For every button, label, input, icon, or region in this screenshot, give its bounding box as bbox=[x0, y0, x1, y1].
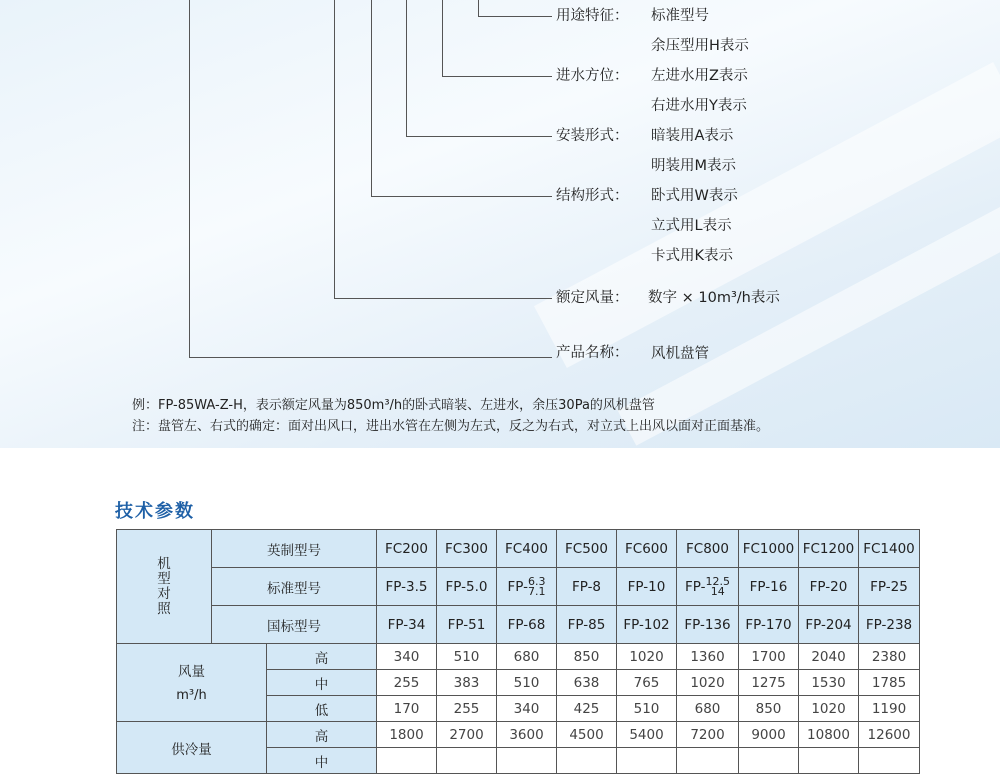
group-label-char: 机 bbox=[157, 555, 171, 572]
table-cell: FP-204 bbox=[799, 606, 859, 644]
table-cell: FC300 bbox=[437, 530, 497, 568]
table-cell: 1530 bbox=[799, 670, 859, 696]
connector-line bbox=[442, 76, 552, 77]
table-cell: 3600 bbox=[497, 722, 557, 748]
table-cell: 340 bbox=[497, 696, 557, 722]
fraction-top: 6.3 bbox=[527, 574, 546, 588]
table-cell: 340 bbox=[377, 644, 437, 670]
table-cell: 680 bbox=[677, 696, 739, 722]
table-cell: 5400 bbox=[617, 722, 677, 748]
fraction-top: 12.5 bbox=[705, 574, 730, 588]
branch-value: 立式用L表示 bbox=[651, 218, 732, 234]
table-cell: 638 bbox=[557, 670, 617, 696]
table-cell: 12600 bbox=[859, 722, 920, 748]
branch-value: 风机盘管 bbox=[651, 346, 709, 362]
table-cell bbox=[799, 748, 859, 774]
branch-label-structure: 结构形式： bbox=[556, 188, 629, 204]
fraction-bottom: 7.1 bbox=[527, 584, 546, 598]
level-label: 中 bbox=[267, 748, 377, 774]
table-cell: FC200 bbox=[377, 530, 437, 568]
table-row bbox=[117, 644, 920, 670]
table-cell: FP-8 bbox=[557, 568, 617, 606]
airflow-unit: m³/h bbox=[176, 687, 207, 703]
row-label: 标准型号 bbox=[212, 568, 377, 606]
level-label: 高 bbox=[267, 722, 377, 748]
table-cell: FP-51 bbox=[437, 606, 497, 644]
table-cell bbox=[377, 748, 437, 774]
table-cell: 425 bbox=[557, 696, 617, 722]
group-label-cooling bbox=[117, 722, 267, 774]
table-cell: 1700 bbox=[739, 644, 799, 670]
table-cell: FC600 bbox=[617, 530, 677, 568]
table-cell: 383 bbox=[437, 670, 497, 696]
connector-line bbox=[189, 357, 552, 358]
table-cell bbox=[557, 748, 617, 774]
table-cell bbox=[437, 748, 497, 774]
branch-label-inlet: 进水方位： bbox=[556, 68, 629, 84]
table-cell: 2700 bbox=[437, 722, 497, 748]
table-cell: 510 bbox=[497, 670, 557, 696]
level-label: 中 bbox=[267, 670, 377, 696]
branch-value: 卧式用W表示 bbox=[651, 188, 738, 204]
remark-note: 注：盘管左、右式的确定：面对出风口，进出水管在左侧为左式，反之为右式，对立式上出风以面对正面基准。 bbox=[132, 419, 770, 434]
table-cell: 4500 bbox=[557, 722, 617, 748]
section-title: 技术参数 bbox=[115, 501, 195, 522]
connector-line bbox=[371, 196, 552, 197]
table-cell bbox=[739, 748, 799, 774]
table-cell: FP-68 bbox=[497, 606, 557, 644]
connector-line bbox=[189, 0, 190, 357]
table-cell: 1020 bbox=[799, 696, 859, 722]
table-cell: 10800 bbox=[799, 722, 859, 748]
connector-line bbox=[406, 0, 407, 136]
table-cell: 1275 bbox=[739, 670, 799, 696]
table-cell: 850 bbox=[739, 696, 799, 722]
table-cell: FP-5.0 bbox=[437, 568, 497, 606]
table-cell: 1020 bbox=[677, 670, 739, 696]
table-cell: FP-102 bbox=[617, 606, 677, 644]
table-cell: 1190 bbox=[859, 696, 920, 722]
table-cell: 1785 bbox=[859, 670, 920, 696]
airflow-label: 风量 bbox=[178, 663, 205, 680]
cell-prefix: FP- bbox=[685, 578, 706, 595]
table-cell: 510 bbox=[437, 644, 497, 670]
table-cell: FC400 bbox=[497, 530, 557, 568]
branch-value: 暗装用A表示 bbox=[651, 128, 734, 144]
connector-line bbox=[478, 16, 552, 17]
branch-value: 右进水用Y表示 bbox=[651, 98, 747, 114]
table-cell: FC1400 bbox=[859, 530, 920, 568]
table-cell-fraction bbox=[497, 568, 557, 606]
branch-value: 卡式用K表示 bbox=[651, 248, 734, 264]
branch-value: 标准型号 bbox=[651, 8, 709, 24]
table-cell: FP-170 bbox=[739, 606, 799, 644]
row-label: 英制型号 bbox=[212, 530, 377, 568]
table-cell: 255 bbox=[377, 670, 437, 696]
group-label-model bbox=[117, 530, 212, 644]
table-cell: 765 bbox=[617, 670, 677, 696]
table-cell: FP-3.5 bbox=[377, 568, 437, 606]
table-cell: FC1000 bbox=[739, 530, 799, 568]
table-cell: FC800 bbox=[677, 530, 739, 568]
branch-value: 余压型用H表示 bbox=[651, 38, 749, 54]
table-cell: FP-136 bbox=[677, 606, 739, 644]
background-streak bbox=[534, 62, 1000, 368]
group-label-char: 对 bbox=[157, 585, 171, 602]
table-cell: FC1200 bbox=[799, 530, 859, 568]
connector-line bbox=[406, 136, 552, 137]
table-cell bbox=[859, 748, 920, 774]
fraction-bottom: 14 bbox=[710, 584, 725, 598]
table-row bbox=[117, 606, 920, 644]
table-cell: 1800 bbox=[377, 722, 437, 748]
table-cell: FP-238 bbox=[859, 606, 920, 644]
table-cell bbox=[677, 748, 739, 774]
table-row bbox=[117, 530, 920, 568]
connector-line bbox=[371, 0, 372, 196]
fraction bbox=[527, 574, 546, 598]
connector-line bbox=[442, 0, 443, 76]
table-cell: 7200 bbox=[677, 722, 739, 748]
table-cell: 510 bbox=[617, 696, 677, 722]
branch-label-usage: 用途特征： bbox=[556, 8, 629, 24]
cooling-label: 供冷量 bbox=[171, 742, 212, 758]
table-cell: FP-25 bbox=[859, 568, 920, 606]
fraction bbox=[705, 574, 730, 598]
table-cell: FP-10 bbox=[617, 568, 677, 606]
level-label: 低 bbox=[267, 696, 377, 722]
connector-line bbox=[478, 0, 479, 16]
table-cell bbox=[497, 748, 557, 774]
group-label-airflow bbox=[117, 644, 267, 722]
table-cell: FP-20 bbox=[799, 568, 859, 606]
example-note: 例：FP-85WA-Z-H，表示额定风量为850m³/h的卧式暗装、左进水，余压30Pa的风机盘管 bbox=[132, 398, 655, 413]
connector-line bbox=[334, 298, 552, 299]
level-label: 高 bbox=[267, 644, 377, 670]
table-cell: 1360 bbox=[677, 644, 739, 670]
branch-value: 明装用M表示 bbox=[651, 158, 737, 174]
cell-prefix: FP- bbox=[507, 578, 528, 595]
table-cell: 255 bbox=[437, 696, 497, 722]
table-cell: 1020 bbox=[617, 644, 677, 670]
table-cell: 9000 bbox=[739, 722, 799, 748]
branch-label-install: 安装形式： bbox=[556, 128, 629, 144]
branch-value: 数字 × 10m³/h表示 bbox=[648, 290, 780, 306]
branch-value: 左进水用Z表示 bbox=[651, 68, 748, 84]
table-cell: 680 bbox=[497, 644, 557, 670]
spec-table bbox=[116, 529, 920, 774]
table-cell: FC500 bbox=[557, 530, 617, 568]
branch-label-product: 产品名称： bbox=[556, 345, 629, 361]
group-label-char: 照 bbox=[157, 600, 171, 617]
group-label-char: 型 bbox=[157, 570, 171, 587]
table-row bbox=[117, 722, 920, 748]
table-cell: FP-34 bbox=[377, 606, 437, 644]
branch-label-airflow: 额定风量： bbox=[556, 290, 629, 306]
table-row bbox=[117, 568, 920, 606]
connector-line bbox=[334, 0, 335, 298]
table-cell-fraction bbox=[677, 568, 739, 606]
table-cell: FP-85 bbox=[557, 606, 617, 644]
table-cell: 2380 bbox=[859, 644, 920, 670]
table-cell: 2040 bbox=[799, 644, 859, 670]
table-cell: FP-16 bbox=[739, 568, 799, 606]
table-cell bbox=[617, 748, 677, 774]
table-cell: 850 bbox=[557, 644, 617, 670]
table-cell: 170 bbox=[377, 696, 437, 722]
row-label: 国标型号 bbox=[212, 606, 377, 644]
